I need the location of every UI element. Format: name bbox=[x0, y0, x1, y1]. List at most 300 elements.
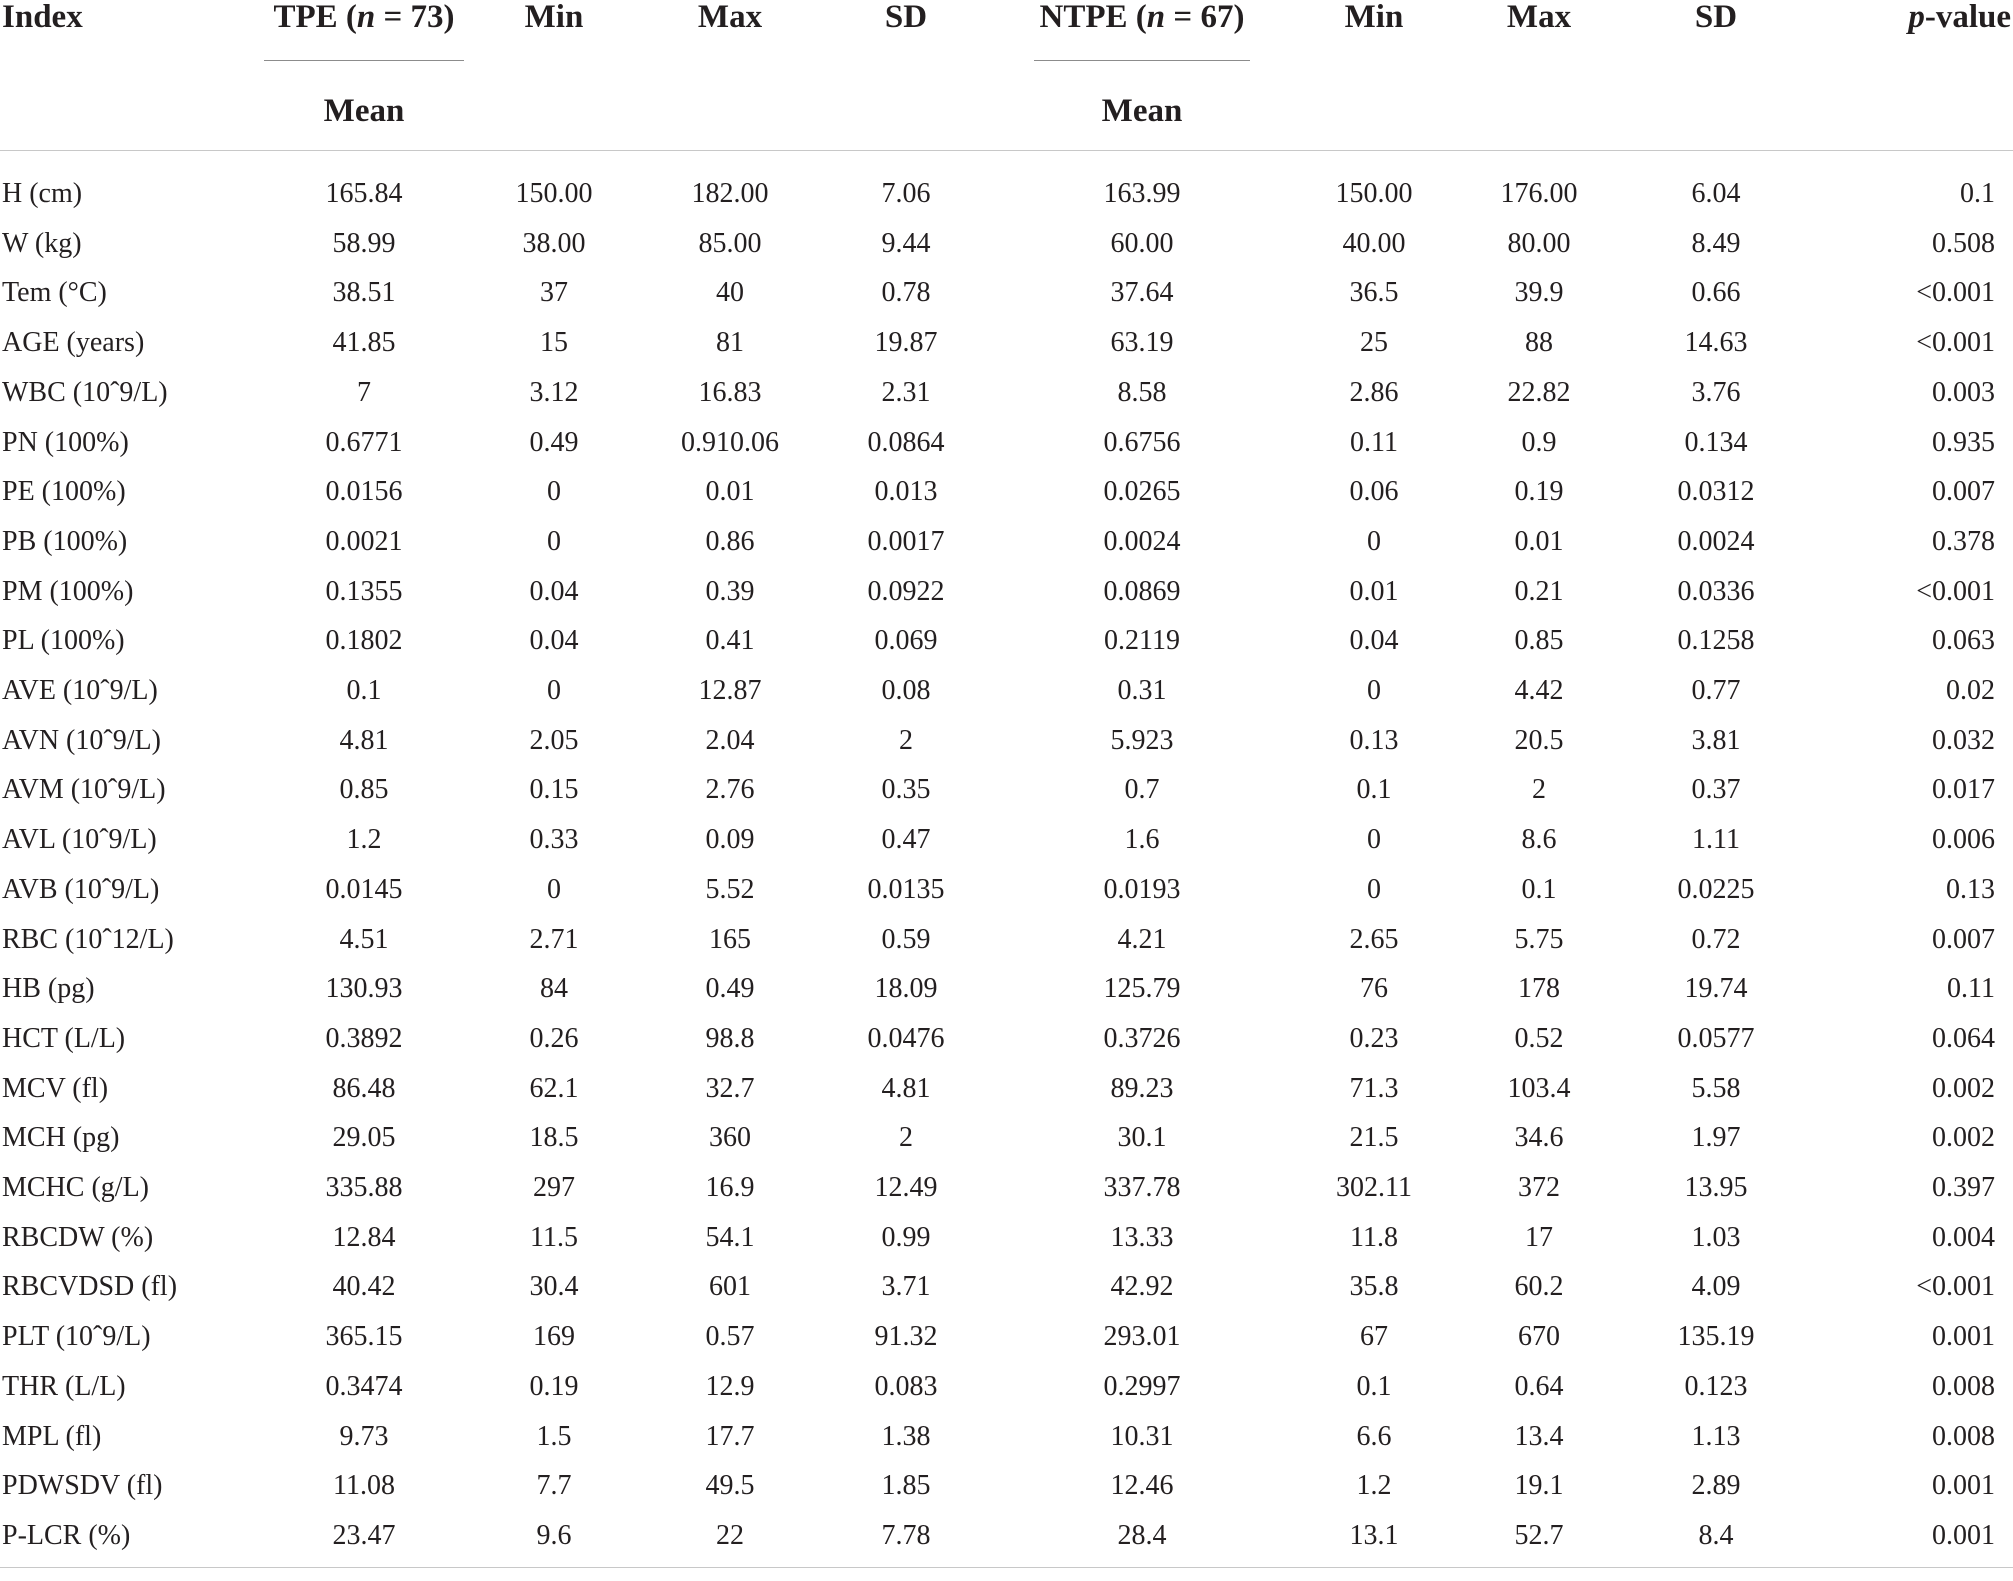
cell-tpe-mean: 86.48 bbox=[332, 1072, 396, 1104]
cell-index: PB (100%) bbox=[2, 525, 128, 557]
cell-tpe-max: 360 bbox=[709, 1122, 751, 1154]
cell-tpe-mean: 0.6771 bbox=[325, 426, 403, 458]
cell-p-value: 0.017 bbox=[1932, 774, 1995, 806]
cell-tpe-mean: 130.93 bbox=[325, 973, 403, 1005]
cell-ntpe-min: 21.5 bbox=[1349, 1122, 1399, 1154]
cell-ntpe-sd: 8.49 bbox=[1691, 227, 1741, 259]
table-row bbox=[0, 1064, 2013, 1114]
cell-tpe-min: 38.00 bbox=[522, 227, 586, 259]
cell-ntpe-sd: 0.123 bbox=[1684, 1370, 1748, 1402]
cell-ntpe-max: 39.9 bbox=[1514, 277, 1564, 309]
cell-tpe-max: 0.57 bbox=[705, 1321, 755, 1353]
cell-tpe-mean: 335.88 bbox=[325, 1172, 403, 1204]
cell-ntpe-mean: 0.7 bbox=[1124, 774, 1160, 806]
cell-index: W (kg) bbox=[2, 227, 82, 259]
cell-ntpe-min: 1.2 bbox=[1356, 1470, 1392, 1502]
cell-index: Tem (°C) bbox=[2, 277, 107, 309]
cell-tpe-max: 601 bbox=[709, 1271, 751, 1303]
cell-index: PM (100%) bbox=[2, 575, 134, 607]
cell-ntpe-min: 302.11 bbox=[1336, 1172, 1412, 1204]
cell-ntpe-max: 4.42 bbox=[1514, 675, 1564, 707]
cell-tpe-sd: 19.87 bbox=[874, 327, 938, 359]
cell-ntpe-max: 372 bbox=[1518, 1172, 1560, 1204]
cell-ntpe-min: 2.65 bbox=[1349, 923, 1399, 955]
cell-index: PLT (10ˆ9/L) bbox=[2, 1321, 151, 1353]
cell-tpe-max: 49.5 bbox=[705, 1470, 755, 1502]
cell-ntpe-mean: 337.78 bbox=[1103, 1172, 1181, 1204]
cell-tpe-mean: 1.2 bbox=[346, 824, 382, 856]
cell-index: HB (pg) bbox=[2, 973, 95, 1005]
cell-tpe-max: 22 bbox=[716, 1519, 744, 1551]
cell-ntpe-min: 150.00 bbox=[1335, 178, 1413, 209]
header-tpe-mean: Mean bbox=[323, 93, 405, 129]
cell-ntpe-sd: 0.0024 bbox=[1677, 525, 1755, 557]
cell-ntpe-sd: 19.74 bbox=[1684, 973, 1748, 1005]
cell-ntpe-max: 80.00 bbox=[1507, 227, 1571, 259]
cell-ntpe-max: 0.19 bbox=[1514, 476, 1564, 508]
cell-index: WBC (10ˆ9/L) bbox=[2, 376, 168, 408]
cell-ntpe-mean: 0.0024 bbox=[1103, 525, 1181, 557]
cell-index: PN (100%) bbox=[2, 426, 129, 458]
cell-ntpe-mean: 0.31 bbox=[1117, 675, 1167, 707]
cell-p-value: 0.378 bbox=[1932, 525, 1995, 557]
cell-ntpe-min: 36.5 bbox=[1349, 277, 1399, 309]
cell-p-value: 0.007 bbox=[1932, 476, 1995, 508]
table-row bbox=[0, 815, 2013, 865]
header-ntpe-max: Max bbox=[1506, 0, 1572, 35]
cell-ntpe-max: 34.6 bbox=[1514, 1122, 1564, 1154]
cell-ntpe-min: 71.3 bbox=[1349, 1072, 1399, 1104]
table-row bbox=[0, 1412, 2013, 1462]
cell-index: AGE (years) bbox=[2, 327, 145, 359]
cell-tpe-sd: 0.35 bbox=[881, 774, 931, 806]
cell-tpe-min: 62.1 bbox=[529, 1072, 579, 1104]
cell-tpe-sd: 2 bbox=[899, 724, 913, 756]
cell-tpe-max: 32.7 bbox=[705, 1072, 755, 1104]
cell-tpe-min: 15 bbox=[540, 327, 568, 359]
cell-ntpe-max: 52.7 bbox=[1514, 1519, 1564, 1551]
cell-p-value: <0.001 bbox=[1916, 277, 1995, 309]
cell-tpe-sd: 12.49 bbox=[874, 1172, 938, 1204]
cell-index: RBCVDSD (fl) bbox=[2, 1271, 178, 1303]
cell-p-value: 0.13 bbox=[1946, 873, 1995, 905]
cell-tpe-min: 2.05 bbox=[529, 724, 579, 756]
cell-ntpe-mean: 1.6 bbox=[1124, 824, 1160, 856]
cell-p-value: 0.006 bbox=[1932, 824, 1995, 856]
cell-tpe-mean: 0.1 bbox=[346, 675, 382, 707]
table-row bbox=[0, 1312, 2013, 1362]
cell-ntpe-min: 0 bbox=[1367, 675, 1381, 707]
cell-tpe-min: 0 bbox=[547, 476, 561, 508]
cell-tpe-max: 85.00 bbox=[698, 227, 762, 259]
table-row bbox=[0, 1213, 2013, 1263]
cell-ntpe-min: 0.1 bbox=[1356, 774, 1392, 806]
cell-tpe-max: 40 bbox=[716, 277, 744, 309]
cell-tpe-sd: 0.083 bbox=[874, 1370, 938, 1402]
cell-ntpe-max: 17 bbox=[1525, 1221, 1553, 1253]
cell-ntpe-mean: 63.19 bbox=[1110, 327, 1174, 359]
cell-tpe-sd: 0.99 bbox=[881, 1221, 931, 1253]
cell-tpe-min: 7.7 bbox=[536, 1470, 572, 1502]
cell-tpe-sd: 0.069 bbox=[874, 625, 938, 657]
cell-ntpe-mean: 293.01 bbox=[1103, 1321, 1181, 1353]
cell-ntpe-sd: 0.0577 bbox=[1677, 1022, 1755, 1054]
header-tpe-max: Max bbox=[697, 0, 763, 35]
header-ntpe-group: NTPE (n = 67) bbox=[994, 0, 1290, 94]
cell-index: RBCDW (%) bbox=[2, 1221, 154, 1253]
cell-p-value: 0.001 bbox=[1932, 1321, 1995, 1353]
cell-tpe-mean: 0.0021 bbox=[325, 525, 403, 557]
cell-tpe-mean: 365.15 bbox=[325, 1321, 403, 1353]
cell-ntpe-min: 0.01 bbox=[1349, 575, 1399, 607]
header-index: Index bbox=[2, 0, 83, 35]
cell-tpe-sd: 1.85 bbox=[881, 1470, 931, 1502]
cell-p-value: 0.397 bbox=[1932, 1172, 1995, 1204]
table-row bbox=[0, 219, 2013, 269]
cell-p-value: 0.1 bbox=[1960, 178, 1995, 209]
cell-tpe-max: 16.83 bbox=[698, 376, 762, 408]
cell-tpe-max: 0.86 bbox=[705, 525, 755, 557]
table-row bbox=[0, 318, 2013, 368]
cell-ntpe-sd: 4.09 bbox=[1691, 1271, 1741, 1303]
cell-index: MCHC (g/L) bbox=[2, 1172, 149, 1204]
cell-ntpe-mean: 0.6756 bbox=[1103, 426, 1181, 458]
cell-ntpe-sd: 1.11 bbox=[1692, 824, 1740, 856]
cell-index: AVM (10ˆ9/L) bbox=[2, 774, 166, 806]
cell-ntpe-min: 2.86 bbox=[1349, 376, 1399, 408]
cell-ntpe-min: 40.00 bbox=[1342, 227, 1406, 259]
cell-ntpe-sd: 135.19 bbox=[1677, 1321, 1755, 1353]
cell-tpe-min: 3.12 bbox=[529, 376, 579, 408]
cell-tpe-max: 165 bbox=[709, 923, 751, 955]
cell-ntpe-mean: 8.58 bbox=[1117, 376, 1167, 408]
cell-ntpe-sd: 0.66 bbox=[1691, 277, 1741, 309]
header-ntpe-mean: Mean bbox=[1101, 93, 1183, 129]
cell-tpe-sd: 9.44 bbox=[881, 227, 931, 259]
cell-ntpe-max: 176.00 bbox=[1500, 178, 1578, 209]
cell-ntpe-max: 103.4 bbox=[1507, 1072, 1571, 1104]
cell-p-value: 0.002 bbox=[1932, 1122, 1995, 1154]
cell-ntpe-min: 0 bbox=[1367, 873, 1381, 905]
table-row bbox=[0, 666, 2013, 716]
cell-ntpe-max: 0.21 bbox=[1514, 575, 1564, 607]
cell-tpe-max: 0.910.06 bbox=[681, 426, 779, 458]
cell-tpe-max: 12.9 bbox=[705, 1370, 755, 1402]
cell-p-value: 0.008 bbox=[1932, 1420, 1995, 1452]
cell-ntpe-sd: 0.1258 bbox=[1677, 625, 1755, 657]
cell-tpe-max: 0.49 bbox=[705, 973, 755, 1005]
cell-ntpe-min: 67 bbox=[1360, 1321, 1388, 1353]
cell-tpe-max: 81 bbox=[716, 327, 744, 359]
table-row bbox=[0, 1511, 2013, 1567]
cell-index: MPL (fl) bbox=[2, 1420, 102, 1452]
cell-ntpe-min: 0.04 bbox=[1349, 625, 1399, 657]
cell-index: PDWSDV (fl) bbox=[2, 1470, 163, 1502]
header-ntpe-min: Min bbox=[1344, 0, 1404, 35]
cell-tpe-sd: 3.71 bbox=[881, 1271, 931, 1303]
header-tpe-min: Min bbox=[524, 0, 584, 35]
cell-p-value: 0.004 bbox=[1932, 1221, 1995, 1253]
cell-tpe-max: 0.39 bbox=[705, 575, 755, 607]
cell-p-value: 0.002 bbox=[1932, 1072, 1995, 1104]
cell-ntpe-mean: 5.923 bbox=[1110, 724, 1174, 756]
cell-p-value: 0.02 bbox=[1946, 675, 1995, 707]
cell-index: MCV (fl) bbox=[2, 1072, 109, 1104]
table-row bbox=[0, 268, 2013, 318]
cell-ntpe-max: 0.52 bbox=[1514, 1022, 1564, 1054]
cell-ntpe-mean: 0.2119 bbox=[1104, 625, 1180, 657]
cell-tpe-mean: 11.08 bbox=[333, 1470, 395, 1502]
table-row bbox=[0, 616, 2013, 666]
cell-ntpe-min: 13.1 bbox=[1349, 1519, 1399, 1551]
cell-p-value: 0.003 bbox=[1932, 376, 1995, 408]
cell-tpe-max: 98.8 bbox=[705, 1022, 755, 1054]
cell-tpe-mean: 0.3474 bbox=[325, 1370, 403, 1402]
cell-p-value: 0.008 bbox=[1932, 1370, 1995, 1402]
cell-ntpe-mean: 60.00 bbox=[1110, 227, 1174, 259]
cell-index: HCT (L/L) bbox=[2, 1022, 126, 1054]
cell-ntpe-min: 0.1 bbox=[1356, 1370, 1392, 1402]
cell-tpe-sd: 2 bbox=[899, 1122, 913, 1154]
cell-ntpe-mean: 13.33 bbox=[1110, 1221, 1174, 1253]
cell-p-value: 0.032 bbox=[1932, 724, 1995, 756]
cell-ntpe-min: 0.13 bbox=[1349, 724, 1399, 756]
cell-p-value: 0.11 bbox=[1947, 973, 1995, 1005]
table-row bbox=[0, 1113, 2013, 1163]
cell-tpe-mean: 9.73 bbox=[339, 1420, 389, 1452]
table-row bbox=[0, 151, 2013, 219]
cell-ntpe-sd: 14.63 bbox=[1684, 327, 1748, 359]
cell-tpe-mean: 165.84 bbox=[325, 178, 403, 209]
cell-ntpe-max: 5.75 bbox=[1514, 923, 1564, 955]
cell-tpe-sd: 0.0017 bbox=[867, 525, 945, 557]
cell-ntpe-mean: 30.1 bbox=[1117, 1122, 1167, 1154]
cell-ntpe-mean: 12.46 bbox=[1110, 1470, 1174, 1502]
cell-p-value: 0.063 bbox=[1932, 625, 1995, 657]
cell-tpe-min: 0.49 bbox=[529, 426, 579, 458]
table-body bbox=[0, 151, 2013, 1568]
cell-tpe-max: 0.01 bbox=[705, 476, 755, 508]
cell-tpe-max: 0.09 bbox=[705, 824, 755, 856]
cell-p-value: 0.001 bbox=[1932, 1470, 1995, 1502]
cell-ntpe-min: 25 bbox=[1360, 327, 1388, 359]
cell-tpe-max: 5.52 bbox=[705, 873, 755, 905]
cell-index: PL (100%) bbox=[2, 625, 125, 657]
cell-ntpe-min: 0.06 bbox=[1349, 476, 1399, 508]
cell-tpe-sd: 7.78 bbox=[881, 1519, 931, 1551]
cell-tpe-mean: 29.05 bbox=[332, 1122, 396, 1154]
cell-ntpe-min: 35.8 bbox=[1349, 1271, 1399, 1303]
cell-p-value: <0.001 bbox=[1916, 1271, 1995, 1303]
cell-tpe-sd: 0.47 bbox=[881, 824, 931, 856]
cell-index: PE (100%) bbox=[2, 476, 126, 508]
cell-index: H (cm) bbox=[2, 178, 83, 209]
cell-tpe-min: 9.6 bbox=[536, 1519, 572, 1551]
cell-tpe-min: 18.5 bbox=[529, 1122, 579, 1154]
cell-ntpe-max: 670 bbox=[1518, 1321, 1560, 1353]
cell-tpe-sd: 0.08 bbox=[881, 675, 931, 707]
cell-tpe-sd: 1.38 bbox=[881, 1420, 931, 1452]
cell-tpe-sd: 2.31 bbox=[881, 376, 931, 408]
cell-index: THR (L/L) bbox=[2, 1370, 126, 1402]
cell-tpe-mean: 4.81 bbox=[339, 724, 389, 756]
cell-tpe-max: 54.1 bbox=[705, 1221, 755, 1253]
cell-ntpe-max: 22.82 bbox=[1507, 376, 1571, 408]
cell-tpe-sd: 18.09 bbox=[874, 973, 938, 1005]
cell-ntpe-mean: 10.31 bbox=[1110, 1420, 1174, 1452]
cell-ntpe-min: 0 bbox=[1367, 824, 1381, 856]
cell-ntpe-sd: 1.13 bbox=[1691, 1420, 1741, 1452]
cell-tpe-sd: 0.013 bbox=[874, 476, 938, 508]
cell-ntpe-sd: 3.76 bbox=[1691, 376, 1741, 408]
cell-tpe-sd: 0.0922 bbox=[867, 575, 945, 607]
cell-tpe-mean: 0.0145 bbox=[325, 873, 403, 905]
cell-ntpe-max: 19.1 bbox=[1514, 1470, 1564, 1502]
cell-ntpe-mean: 42.92 bbox=[1110, 1271, 1174, 1303]
cell-ntpe-sd: 0.0312 bbox=[1677, 476, 1755, 508]
cell-p-value: 0.064 bbox=[1932, 1022, 1995, 1054]
header-tpe-group: TPE (n = 73) bbox=[262, 0, 466, 94]
cell-index: AVE (10ˆ9/L) bbox=[2, 675, 158, 707]
cell-ntpe-sd: 8.4 bbox=[1698, 1519, 1734, 1551]
cell-index: AVB (10ˆ9/L) bbox=[2, 873, 160, 905]
cell-ntpe-min: 0 bbox=[1367, 525, 1381, 557]
cell-ntpe-mean: 37.64 bbox=[1110, 277, 1174, 309]
cell-ntpe-sd: 0.37 bbox=[1691, 774, 1741, 806]
cell-tpe-min: 0.19 bbox=[529, 1370, 579, 1402]
cell-ntpe-max: 0.9 bbox=[1521, 426, 1557, 458]
cell-ntpe-max: 178 bbox=[1518, 973, 1560, 1005]
cell-ntpe-mean: 28.4 bbox=[1117, 1519, 1167, 1551]
cell-tpe-min: 37 bbox=[540, 277, 568, 309]
cell-tpe-max: 17.7 bbox=[705, 1420, 755, 1452]
cell-p-value: 0.935 bbox=[1932, 426, 1995, 458]
cell-tpe-min: 297 bbox=[533, 1172, 575, 1204]
cell-ntpe-min: 76 bbox=[1360, 973, 1388, 1005]
cell-p-value: 0.508 bbox=[1932, 227, 1995, 259]
cell-tpe-mean: 0.1802 bbox=[325, 625, 403, 657]
cell-ntpe-mean: 89.23 bbox=[1110, 1072, 1174, 1104]
cell-tpe-mean: 38.51 bbox=[332, 277, 396, 309]
cell-ntpe-max: 60.2 bbox=[1514, 1271, 1564, 1303]
cell-index: AVL (10ˆ9/L) bbox=[2, 824, 157, 856]
cell-tpe-mean: 12.84 bbox=[332, 1221, 396, 1253]
cell-ntpe-mean: 0.2997 bbox=[1103, 1370, 1181, 1402]
cell-tpe-mean: 0.0156 bbox=[325, 476, 403, 508]
cell-tpe-sd: 4.81 bbox=[881, 1072, 931, 1104]
cell-tpe-sd: 91.32 bbox=[874, 1321, 938, 1353]
cell-tpe-sd: 0.0864 bbox=[867, 426, 945, 458]
cell-ntpe-min: 6.6 bbox=[1356, 1420, 1392, 1452]
header-tpe-sd: SD bbox=[884, 0, 928, 35]
cell-ntpe-min: 0.23 bbox=[1349, 1022, 1399, 1054]
cell-ntpe-sd: 0.134 bbox=[1684, 426, 1748, 458]
table-row bbox=[0, 964, 2013, 1014]
cell-tpe-mean: 7 bbox=[357, 376, 371, 408]
cell-ntpe-max: 0.64 bbox=[1514, 1370, 1564, 1402]
cell-tpe-min: 150.00 bbox=[515, 178, 593, 209]
cell-ntpe-mean: 125.79 bbox=[1103, 973, 1181, 1005]
cell-p-value: 0.007 bbox=[1932, 923, 1995, 955]
cell-tpe-min: 0.15 bbox=[529, 774, 579, 806]
cell-p-value: <0.001 bbox=[1916, 327, 1995, 359]
cell-index: AVN (10ˆ9/L) bbox=[2, 724, 161, 756]
cell-ntpe-max: 8.6 bbox=[1521, 824, 1557, 856]
cell-ntpe-mean: 0.0193 bbox=[1103, 873, 1181, 905]
cell-tpe-sd: 0.59 bbox=[881, 923, 931, 955]
table-row bbox=[0, 567, 2013, 617]
cell-tpe-min: 169 bbox=[533, 1321, 575, 1353]
ntpe-group-rule bbox=[1034, 60, 1250, 61]
cell-tpe-min: 2.71 bbox=[529, 923, 579, 955]
cell-ntpe-sd: 13.95 bbox=[1684, 1172, 1748, 1204]
header-ntpe-sd: SD bbox=[1694, 0, 1738, 35]
cell-tpe-mean: 0.1355 bbox=[325, 575, 403, 607]
cell-ntpe-sd: 3.81 bbox=[1691, 724, 1741, 756]
cell-p-value: 0.001 bbox=[1932, 1519, 1995, 1551]
table-row bbox=[0, 1461, 2013, 1511]
cell-tpe-max: 182.00 bbox=[691, 178, 769, 209]
cell-ntpe-max: 0.01 bbox=[1514, 525, 1564, 557]
table-row bbox=[0, 915, 2013, 965]
cell-tpe-mean: 58.99 bbox=[332, 227, 396, 259]
cell-tpe-min: 0 bbox=[547, 675, 561, 707]
cell-ntpe-sd: 2.89 bbox=[1691, 1470, 1741, 1502]
cell-ntpe-min: 0.11 bbox=[1350, 426, 1398, 458]
cell-ntpe-max: 88 bbox=[1525, 327, 1553, 359]
cell-ntpe-sd: 0.0225 bbox=[1677, 873, 1755, 905]
table-row bbox=[0, 1262, 2013, 1312]
cell-tpe-min: 0 bbox=[547, 873, 561, 905]
cell-tpe-sd: 0.0135 bbox=[867, 873, 945, 905]
cell-tpe-max: 12.87 bbox=[698, 675, 762, 707]
cell-ntpe-max: 2 bbox=[1532, 774, 1546, 806]
table-row bbox=[0, 1014, 2013, 1064]
cell-tpe-mean: 23.47 bbox=[332, 1519, 396, 1551]
cell-tpe-min: 0.26 bbox=[529, 1022, 579, 1054]
cell-tpe-min: 0.04 bbox=[529, 625, 579, 657]
cell-ntpe-mean: 0.0265 bbox=[1103, 476, 1181, 508]
cell-tpe-mean: 0.85 bbox=[339, 774, 389, 806]
cell-ntpe-max: 13.4 bbox=[1514, 1420, 1564, 1452]
cell-index: P-LCR (%) bbox=[2, 1519, 131, 1551]
tpe-group-rule bbox=[264, 60, 464, 61]
cell-ntpe-max: 0.85 bbox=[1514, 625, 1564, 657]
cell-tpe-min: 0 bbox=[547, 525, 561, 557]
cell-ntpe-sd: 0.77 bbox=[1691, 675, 1741, 707]
cell-tpe-sd: 7.06 bbox=[881, 178, 931, 209]
cell-ntpe-mean: 0.3726 bbox=[1103, 1022, 1181, 1054]
cell-tpe-mean: 41.85 bbox=[332, 327, 396, 359]
header-p-value: p-value bbox=[1908, 0, 2011, 35]
table-header bbox=[0, 0, 2013, 151]
cell-tpe-min: 0.04 bbox=[529, 575, 579, 607]
cell-ntpe-mean: 163.99 bbox=[1103, 178, 1181, 209]
cell-tpe-min: 84 bbox=[540, 973, 568, 1005]
cell-ntpe-min: 11.8 bbox=[1350, 1221, 1398, 1253]
table-row bbox=[0, 418, 2013, 468]
cell-index: RBC (10ˆ12/L) bbox=[2, 923, 174, 955]
cell-ntpe-max: 0.1 bbox=[1521, 873, 1557, 905]
cell-ntpe-sd: 0.72 bbox=[1691, 923, 1741, 955]
cell-tpe-sd: 0.0476 bbox=[867, 1022, 945, 1054]
cell-tpe-mean: 4.51 bbox=[339, 923, 389, 955]
cell-index: MCH (pg) bbox=[2, 1122, 120, 1154]
cell-ntpe-sd: 6.04 bbox=[1691, 178, 1741, 209]
cell-tpe-max: 2.04 bbox=[705, 724, 755, 756]
cell-ntpe-max: 20.5 bbox=[1514, 724, 1564, 756]
table-row bbox=[0, 517, 2013, 567]
